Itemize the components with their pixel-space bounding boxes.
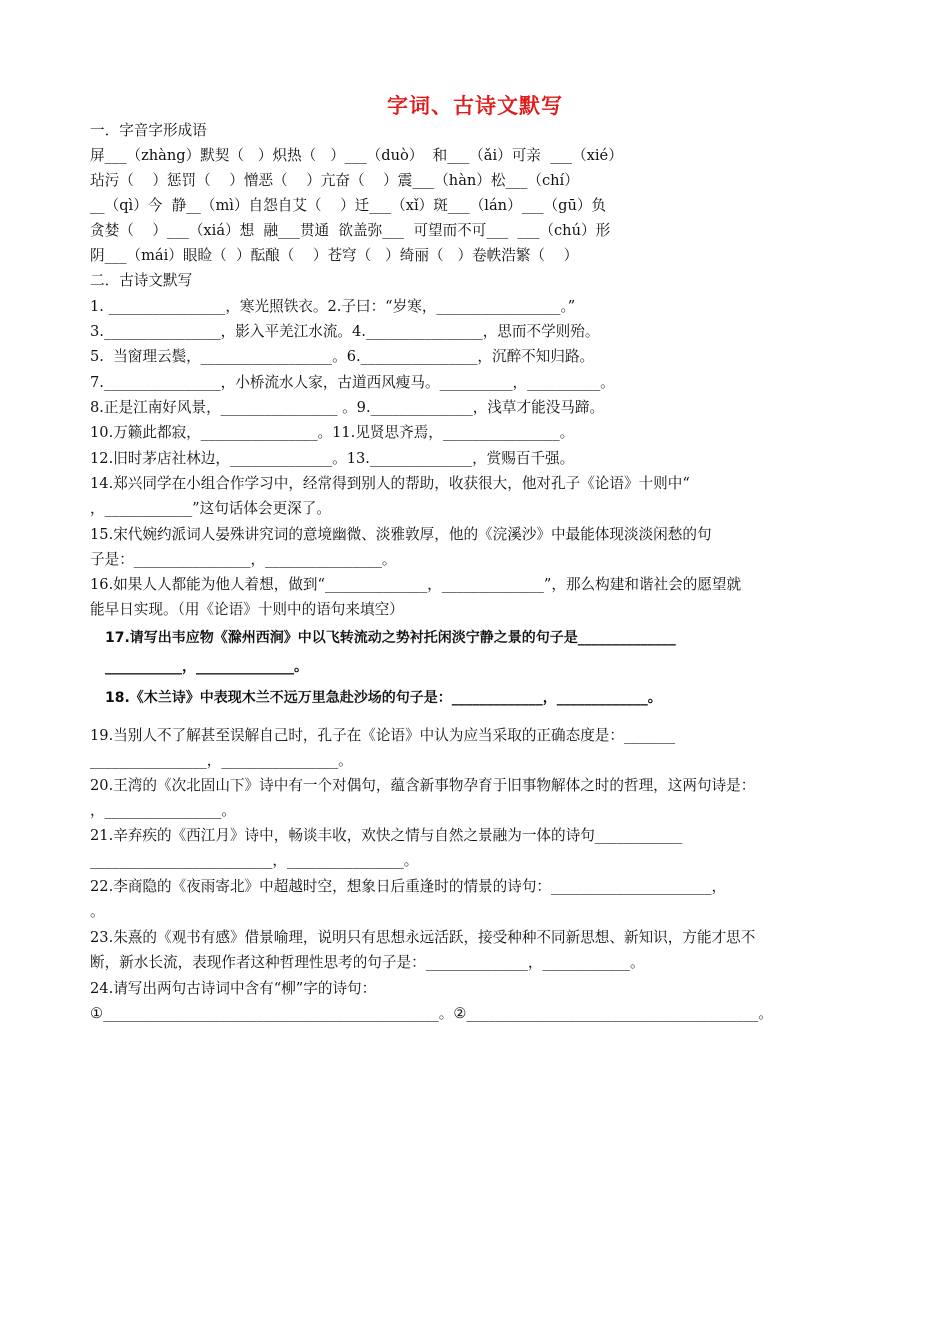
question-line: 5. 当窗理云鬓，__________________。6.________________，沉醉不知归路。 xyxy=(90,348,595,365)
question-line: 21.辛弃疾的《西江月》诗中，畅谈丰收，欢快之情与自然之景融为一体的诗句____________ xyxy=(90,827,683,844)
question-line: 17.请写出韦应物《滁州西涧》中以飞转流动之势衬托闲淡宁静之景的句子是______________ xyxy=(105,630,676,646)
question-line: ，____________”这句话体会更深了。 xyxy=(90,500,331,517)
question-line: ①______________________________________________。②________________________________________。 xyxy=(90,1005,773,1022)
question-line: ___________，______________。 xyxy=(105,659,308,675)
page-title: 字词、古诗文默写 xyxy=(387,94,563,118)
question-line: ，________________。 xyxy=(90,802,236,819)
question-line: 能早日实现。（用《论语》十则中的语句来填空） xyxy=(90,601,404,618)
text-line: 贪婪（ ）___（xiá）想 融___贯通 欲盖弥___ 可望而不可___ ___（chú）形 xyxy=(90,222,611,239)
question-line: ________________，________________。 xyxy=(90,752,353,769)
section-heading-poetry: 二．古诗文默写 xyxy=(90,272,193,289)
section-heading-pronunciation: 一．字音字形成语 xyxy=(90,122,207,139)
question-line: 18.《木兰诗》中表现木兰不远万里急赴沙场的句子是：_____________，_____________。 xyxy=(105,690,662,706)
question-line: 19.当别人不了解甚至误解自己时，孔子在《论语》中认为应当采取的正确态度是：_______ xyxy=(90,727,676,744)
text-line: __（qì）今 静__（mì）自怨自艾（ ）迁___（xǐ）斑___（lán）___（gū）负 xyxy=(90,197,607,214)
question-line: 15.宋代婉约派词人晏殊讲究词的意境幽微、淡雅敦厚，他的《浣溪沙》中最能体现淡淡闲愁的句 xyxy=(90,526,712,543)
question-line: 8.正是江南好风景，________________ 。9.______________，浅草才能没马蹄。 xyxy=(90,399,605,416)
question-line: 7.________________，小桥流水人家，古道西风瘦马。__________，__________。 xyxy=(90,374,615,391)
text-line: 玷污（ ）惩罚（ ）憎恶（ ）亢奋（ ）震___（hàn）松___（chí） xyxy=(90,172,579,189)
question-line: 23.朱熹的《观书有感》借景喻理，说明只有思想永远活跃，接受种种不同新思想、新知识，方能才思不 xyxy=(90,929,756,946)
question-line: 24.请写出两句古诗词中含有“柳”字的诗句： xyxy=(90,980,377,997)
question-line: 1. ________________，寒光照铁衣。2.子曰：“岁寒，_________________。” xyxy=(90,298,576,315)
question-line: 20.王湾的《次北固山下》诗中有一个对偶句，蕴含新事物孕育于旧事物解体之时的哲理，这两句诗是： xyxy=(90,777,756,794)
question-line: 子是：________________，________________。 xyxy=(90,551,397,568)
question-line: 16.如果人人都能为他人着想，做到“______________，______________”，那么构建和谐社会的愿望就 xyxy=(90,576,742,593)
question-line: 12.旧时茅店社林边，______________。13.______________，赏赐百千强。 xyxy=(90,450,575,467)
text-line: 阴___（mái）眼睑（ ）酝酿（ ）苍穹（ ）绮丽（ ）卷帙浩繁（ ） xyxy=(90,247,579,264)
question-line: 14.郑兴同学在小组合作学习中，经常得到别人的帮助，收获很大，他对孔子《论语》十则中“ xyxy=(90,475,690,492)
question-line: 22.李商隐的《夜雨寄北》中超越时空，想象日后重逢时的情景的诗句：______________________， xyxy=(90,878,727,895)
question-line: 3.________________，影入平羌江水流。4.________________，思而不学则殆。 xyxy=(90,323,600,340)
question-line: 断，新水长流，表现作者这种哲理性思考的句子是：______________，____________。 xyxy=(90,954,645,971)
question-line: _________________________，________________。 xyxy=(90,852,419,869)
text-line: 屏___（zhàng）默契（ ）炽热（ ）___（duò） 和___（ǎi）可亲 ___（xié） xyxy=(90,147,623,164)
question-line: 10.万籁此都寂，________________。11.见贤思齐焉，________________。 xyxy=(90,424,575,441)
question-line: 。 xyxy=(90,903,105,920)
